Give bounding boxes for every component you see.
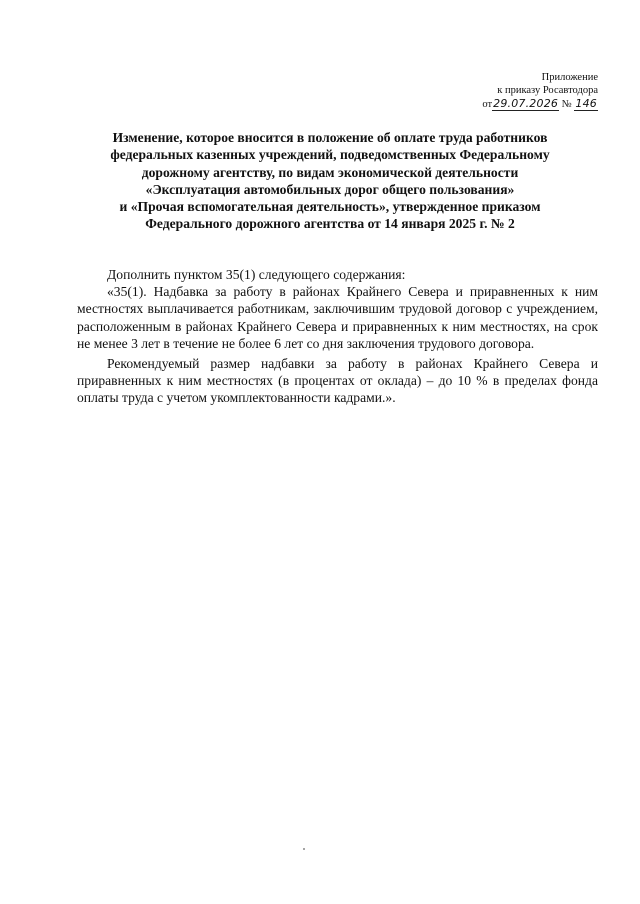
appendix-label: Приложение: [541, 72, 598, 83]
body-paragraph-clause: «35(1). Надбавка за работу в районах Крайнего Севера и приравненных к ним местностях выплачивается работникам, заключившим трудовой договор с учреждением, расположенным в районах Крайнего Севера и приравненных к ним местностях, на срок не менее 3 лет в течение не более 6 лет со дня заключения трудового договора.: [77, 284, 598, 351]
title-line: Федерального дорожного агентства от 14 января 2025 г. № 2: [145, 216, 515, 232]
number-prefix: №: [561, 99, 572, 110]
appendix-date-line: [428, 98, 598, 112]
document-body: [77, 266, 598, 407]
title-line: дорожному агентству, по видам экономической деятельности: [141, 164, 519, 180]
handwritten-number: 146: [575, 97, 597, 110]
appendix-header: [428, 72, 598, 112]
title-line: «Эксплуатация автомобильных дорог общего пользования»: [145, 181, 515, 197]
title-line: Изменение, которое вносится в положение об оплате труда работников: [112, 130, 548, 145]
handwritten-date: 29.07.2026: [493, 97, 559, 110]
body-paragraph-recommendation: Рекомендуемый размер надбавки за работу в районах Крайнего Севера и приравненных к ним местностях (в процентах от оклада) – до 10 % в пределах фонда оплаты труда с учетом укомплектованности кадрами.».: [77, 356, 598, 406]
scan-speck: [303, 848, 305, 850]
document-title: [70, 129, 590, 233]
body-paragraph-intro: Дополнить пунктом 35(1) следующего содержания:: [107, 267, 406, 282]
title-line: федеральных казенных учреждений, подведомственных Федеральному: [110, 147, 550, 163]
appendix-order-reference: к приказу Росавтодора: [497, 84, 598, 96]
title-line: и «Прочая вспомогательная деятельность», утвержденное приказом: [119, 199, 541, 215]
date-prefix: от: [482, 99, 493, 110]
